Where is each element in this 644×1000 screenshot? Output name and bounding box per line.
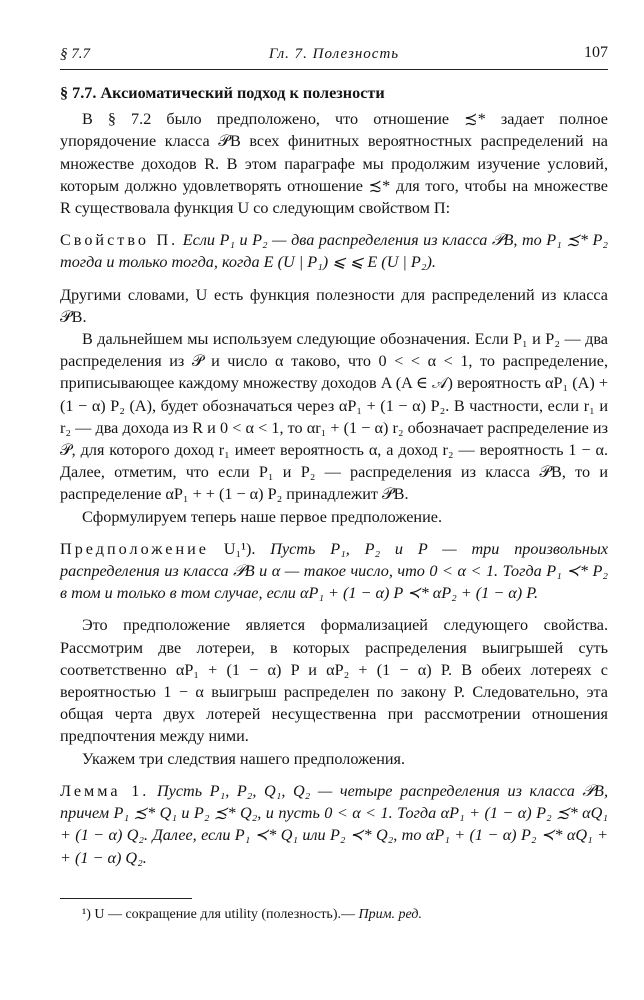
consequences-paragraph: Укажем три следствия нашего предположения.	[82, 749, 406, 768]
notation-paragraph: В дальнейшем мы используем следующие обозначения. Если P₁ и P₂ — два распределения из 𝒫 и число α таково, что 0 < < α < 1, то распределение, приписывающее каждому множеству доходов A (A ∈ 𝒜) вероятность αP₁ (A) + (1 − α) P₂ (A), будет обозначаться через αP₁ + (1 − α) P₂. В частности, если r₁ и r₂ — два дохода из R и 0 < α < 1, то αr₁ + (1 − α) r₂ обозначает распределение из 𝒫, для которого доход r₁ имеет вероятность α, а доход r₂ — вероятность 1 − α. Далее, отметим, что если P₁ и P₂ — распределения из класса 𝒫B, то и распределение αP₁ + + (1 − α) P₂ принадлежит 𝒫B.	[60, 330, 608, 504]
formalization-paragraph: Это предположение является формализацией следующего свойства. Рассмотрим две лотереи, в которых распределения выигрышей суть соответственно αP₁ + (1 − α) P и αP₂ + (1 − α) P. В обеих лотереях с вероятностью 1 − α выигрыш распределен по закону P. Следовательно, эта общая черта двух лотерей несущественна при рассмотрении отношения предпочтения между ними.	[60, 616, 608, 746]
footnote-rule	[60, 898, 192, 899]
assumption-paragraph	[60, 538, 608, 605]
lemma-text: Пусть P₁, P₂, Q₁, Q₂ — четыре распределения из класса 𝒫B, причем P₁ ≾* Q₁ и P₂ ≾* Q₂, и пусть 0 < α < 1. Тогда αP₁ + (1 − α) P₂ ≾* αQ₁ + (1 − α) Q₂. Далее, если P₁ ≺* Q₁ или P₂ ≺* Q₂, то αP₁ + (1 − α) P₂ ≺* αQ₁ + + (1 − α) Q₂.	[60, 781, 608, 867]
lemma-paragraph	[60, 780, 608, 869]
assumption-text: Пусть P₁, P₂ и P — три произвольных распределения из класса 𝒫B и α — такое число, что 0 < α < 1. Тогда P₁ ≺* P₂ в том и только в том случае, если αP₁ + (1 − α) P ≺* αP₂ + (1 − α) P.	[60, 539, 608, 603]
footnote-text: U — сокращение для utility (полезность).—	[94, 907, 355, 922]
assumption-label: Предположение	[60, 539, 209, 558]
footnote-marker: ¹)	[82, 907, 91, 922]
assumption-ref: U₁¹).	[223, 539, 256, 558]
utility-note-paragraph: Другими словами, U есть функция полезности для распределений из класса 𝒫B.	[60, 285, 608, 326]
property-label: Свойство П.	[60, 231, 179, 250]
page-number: 107	[584, 44, 608, 61]
section-heading: § 7.7. Аксиоматический подход к полезности	[60, 84, 385, 102]
property-paragraph	[60, 229, 608, 273]
footnote	[82, 906, 608, 924]
footnote-source: Прим. ред.	[358, 907, 422, 922]
page-body	[60, 82, 608, 869]
lemma-label: Лемма 1.	[60, 781, 150, 800]
header-section: § 7.7	[60, 46, 90, 62]
formulate-paragraph: Сформулируем теперь наше первое предположение.	[82, 507, 442, 526]
running-header	[60, 43, 608, 70]
intro-paragraph: В § 7.2 было предположено, что отношение ≾* задает полное упорядочение класса 𝒫B всех финитных вероятностных распределений на множестве доходов R. В этом параграфе мы продолжим изучение условий, которым должно удовлетворять отношение ≾* для того, чтобы на множестве R существовала функция U со следующим свойством П:	[60, 110, 608, 218]
property-text: Если P₁ и P₂ — два распределения из класса 𝒫B, то P₁ ≾* P₂ тогда и только тогда, когда E (U | P₁) ⩽ ⩽ E (U | P₂).	[60, 231, 609, 272]
header-chapter: Гл. 7. Полезность	[268, 46, 400, 62]
